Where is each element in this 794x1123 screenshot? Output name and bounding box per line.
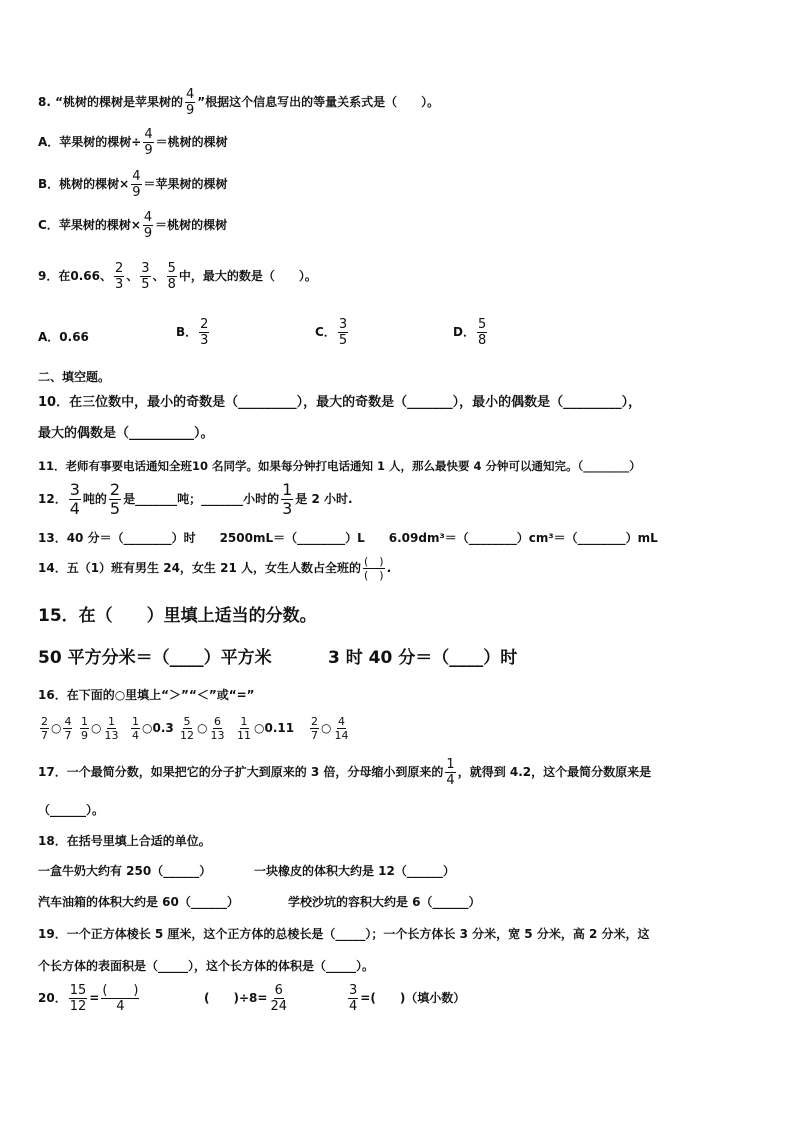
- question-17-cont: （______）。: [38, 803, 105, 817]
- fraction: $\frac{6}{24}$: [270, 983, 287, 1014]
- fraction: $\frac{2}{5}$: [109, 480, 121, 518]
- fraction: $\frac{4}{9}$: [144, 127, 153, 158]
- option-a: A．苹果树的棵树÷ $\frac{4}{9}$ ＝桃树的棵树: [38, 127, 228, 158]
- question-15-b: 3 时 40 分＝（____）时: [328, 648, 518, 668]
- fraction: $\frac{( )}{( )}$: [363, 555, 384, 582]
- compare-item: $\frac{2}{7}$ ○ $\frac{4}{14}$: [311, 715, 349, 742]
- section-heading: 二、填空题。: [38, 370, 111, 384]
- compare-item: $\frac{2}{7}$ ○ $\frac{4}{7}$: [41, 715, 72, 742]
- fraction: $\frac{3}{4}$: [349, 983, 358, 1014]
- fraction: $\frac{3}{5}$: [338, 317, 348, 348]
- question-9: 9．在0.66、 $\frac{2}{3}$ 、 $\frac{3}{5}$ 、 $\frac{5}{8}$ 中，最大的数是（ ）。: [38, 261, 317, 292]
- option-d: D． $\frac{5}{8}$: [453, 317, 487, 348]
- question-15-a: 50 平方分米＝（____）平方米: [38, 648, 272, 668]
- fraction: $\frac{5}{8}$: [167, 261, 176, 292]
- question-18-r1b: 一块橡皮的体积大约是 12（______）: [254, 864, 455, 878]
- compare-item: $\frac{1}{4}$ ○0.3: [132, 715, 174, 742]
- fraction: $\frac{4}{9}$: [143, 210, 153, 241]
- fraction: $\frac{3}{4}$: [69, 480, 80, 518]
- question-13: 13．40 分＝（________）时 2500mL＝（________）L 6.09dm³＝（________）cm³＝（________）mL: [38, 531, 658, 545]
- option-a: A．0.66: [38, 330, 89, 344]
- question-number: 8.: [38, 95, 51, 109]
- question-19-cont: 个长方体的表面积是（_____），这个长方体的体积是（_____）。: [38, 959, 375, 973]
- fraction: $\frac{4}{9}$: [186, 87, 195, 118]
- fraction: $\frac{15}{12}$: [69, 983, 87, 1014]
- fraction: $\frac{( )}{4}$: [102, 983, 139, 1014]
- question-19: 19．一个正方体棱长 5 厘米，这个正方体的总棱长是（_____）；一个长方体长 3 分米，宽 5 分米，高 2 分米，这: [38, 927, 650, 941]
- fraction: $\frac{3}{5}$: [141, 261, 150, 292]
- compare-item: $\frac{1}{11}$ ○0.11: [237, 715, 295, 742]
- fraction: $\frac{2}{3}$: [200, 317, 209, 348]
- option-c: C． $\frac{3}{5}$: [315, 317, 348, 348]
- question-20: 20． $\frac{15}{12}$ = $\frac{( )}{4}$: [38, 983, 139, 1014]
- question-8: 8. “桃树的棵树是苹果树的 $\frac{4}{9}$ ”根据这个信息写出的等量关系式是（ ）。: [38, 87, 440, 118]
- option-c: C．苹果树的棵树× $\frac{4}{9}$ ＝桃树的棵树: [38, 210, 228, 241]
- compare-item: $\frac{1}{9}$ ○ $\frac{1}{13}$: [81, 715, 119, 742]
- option-b: B．桃树的棵树× $\frac{4}{9}$ ＝苹果树的棵树: [38, 169, 228, 200]
- question-11: 11．老师有事要电话通知全班10 名同学。如果每分钟打电话通知 1 人，那么最快要 4 分钟可以通知完。（________）: [38, 459, 641, 473]
- fraction: $\frac{1}{3}$: [282, 480, 293, 518]
- question-18-r1a: 一盒牛奶大约有 250（______）: [38, 864, 212, 878]
- question-10-cont: 最大的偶数是（__________）。: [38, 426, 214, 441]
- question-20-c: $\frac{3}{4}$ =( )（填小数）: [349, 983, 466, 1014]
- question-18-r2b: 学校沙坑的容积大约是 6（______）: [288, 895, 481, 909]
- question-17: 17．一个最简分数，如果把它的分子扩大到原来的 3 倍，分母缩小到原来的 $\frac{1}{4}$ ，就得到 4.2，这个最简分数原来是: [38, 757, 652, 788]
- question-18-r2a: 汽车油箱的体积大约是 60（______）: [38, 895, 239, 909]
- question-18: 18．在括号里填上合适的单位。: [38, 834, 211, 848]
- question-16: 16．在下面的○里填上“＞”“＜”或“=”: [38, 688, 255, 702]
- question-10: 10．在三位数中，最小的奇数是（_________），最大的奇数是（_______），最小的偶数是（_________），: [38, 395, 642, 410]
- question-15: 15．在（ ）里填上适当的分数。: [38, 606, 317, 626]
- fraction: $\frac{2}{3}$: [114, 261, 124, 292]
- question-12: 12． $\frac{3}{4}$ 吨的 $\frac{2}{5}$ 是_______吨；_______小时的 $\frac{1}{3}$ 是 2 小时.: [38, 480, 353, 518]
- fraction: $\frac{4}{9}$: [132, 169, 141, 200]
- fraction: $\frac{1}{4}$: [446, 757, 455, 788]
- question-20-b: ( )÷8= $\frac{6}{24}$: [204, 983, 287, 1014]
- option-b: B． $\frac{2}{3}$: [176, 317, 209, 348]
- compare-item: $\frac{5}{12}$ ○ $\frac{6}{13}$: [180, 715, 225, 742]
- question-14: 14．五（1）班有男生 24，女生 21 人，女生人数占全班的 $\frac{( )}{( )}$ .: [38, 555, 392, 582]
- fraction: $\frac{5}{8}$: [477, 317, 487, 348]
